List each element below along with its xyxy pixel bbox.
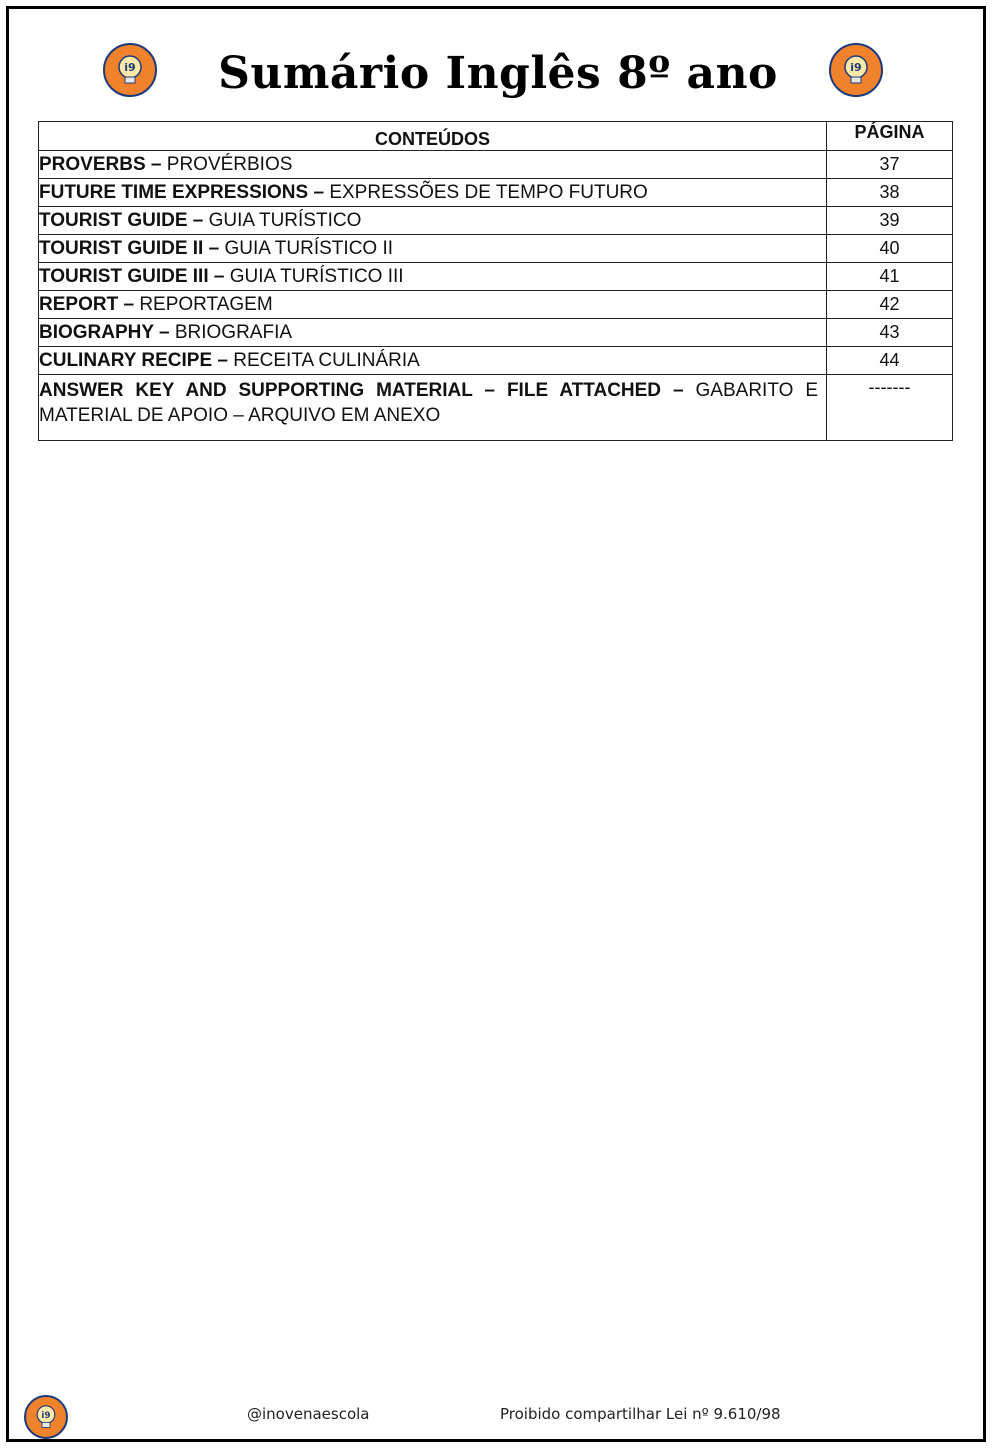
- topic-english: REPORT: [39, 293, 119, 315]
- topic-portuguese: GUIA TURÍSTICO III: [229, 265, 404, 287]
- toc-page-number: 38: [827, 179, 953, 207]
- toc-topic-cell: [39, 179, 827, 207]
- topic-english: FUTURE TIME EXPRESSIONS: [39, 181, 309, 203]
- toc-row: [39, 179, 953, 207]
- toc-topic-cell: [39, 375, 827, 441]
- toc-page-number: 42: [827, 291, 953, 319]
- toc-page-number: -------: [827, 375, 953, 441]
- i9-logo-footer: [24, 1395, 68, 1439]
- topic-separator: –: [153, 321, 175, 343]
- toc-topic-cell: [39, 291, 827, 319]
- topic-english: PROVERBS: [39, 153, 146, 175]
- toc-topic-cell: [39, 347, 827, 375]
- topic-portuguese: GUIA TURÍSTICO: [208, 209, 362, 231]
- topic-portuguese: REPORTAGEM: [139, 293, 273, 315]
- logo-text: i9: [124, 61, 136, 74]
- lightbulb-logo-icon: [26, 1397, 66, 1437]
- toc-page-number: 44: [827, 347, 953, 375]
- topic-portuguese: GABARITO E MATERIAL DE APOIO – ARQUIVO EM ANEXO: [39, 380, 818, 426]
- footer-handle: @inovenaescola: [247, 1405, 370, 1423]
- topic-separator: –: [661, 380, 696, 401]
- topic-english: BIOGRAPHY: [39, 321, 154, 343]
- topic-separator: –: [212, 349, 234, 371]
- topic-english: TOURIST GUIDE II: [39, 237, 204, 259]
- header-content: CONTEÚDOS: [39, 122, 827, 151]
- topic-english: ANSWER KEY AND SUPPORTING MATERIAL – FILE ATTACHED: [39, 380, 662, 401]
- page-title: Sumário Inglês 8º ano: [218, 48, 778, 99]
- toc-topic-cell: [39, 263, 827, 291]
- toc-header-row: [39, 122, 953, 151]
- topic-english: TOURIST GUIDE: [39, 209, 188, 231]
- topic-separator: –: [203, 237, 225, 259]
- topic-separator: –: [308, 181, 330, 203]
- toc-row: [39, 319, 953, 347]
- toc-page-number: 43: [827, 319, 953, 347]
- toc-row: [39, 347, 953, 375]
- toc-topic-cell: [39, 235, 827, 263]
- footer-legal: Proibido compartilhar Lei nº 9.610/98: [500, 1405, 781, 1423]
- topic-separator: –: [187, 209, 209, 231]
- toc-page-number: 37: [827, 151, 953, 179]
- toc-page-number: 40: [827, 235, 953, 263]
- topic-separator: –: [208, 265, 230, 287]
- toc-row: [39, 151, 953, 179]
- topic-portuguese: EXPRESSÕES DE TEMPO FUTURO: [329, 181, 648, 203]
- topic-separator: –: [118, 293, 140, 315]
- header-page: PÁGINA: [827, 122, 953, 151]
- topic-portuguese: RECEITA CULINÁRIA: [233, 349, 420, 371]
- toc-page-number: 41: [827, 263, 953, 291]
- toc-body: [39, 151, 953, 441]
- topic-portuguese: BRIOGRAFIA: [174, 321, 293, 343]
- topic-english: CULINARY RECIPE: [39, 349, 213, 371]
- toc-row: [39, 207, 953, 235]
- logo-text: i9: [41, 1410, 51, 1421]
- logo-text: i9: [850, 61, 862, 74]
- toc-topic-cell: [39, 207, 827, 235]
- toc-table: [38, 121, 953, 441]
- toc-row: [39, 291, 953, 319]
- topic-portuguese: PROVÉRBIOS: [166, 153, 293, 175]
- toc-row: [39, 375, 953, 441]
- topic-english: TOURIST GUIDE III: [39, 265, 209, 287]
- toc-row: [39, 263, 953, 291]
- topic-portuguese: GUIA TURÍSTICO II: [224, 237, 394, 259]
- toc-topic-cell: [39, 151, 827, 179]
- topic-separator: –: [145, 153, 167, 175]
- toc-row: [39, 235, 953, 263]
- toc-page-number: 39: [827, 207, 953, 235]
- toc-topic-cell: [39, 319, 827, 347]
